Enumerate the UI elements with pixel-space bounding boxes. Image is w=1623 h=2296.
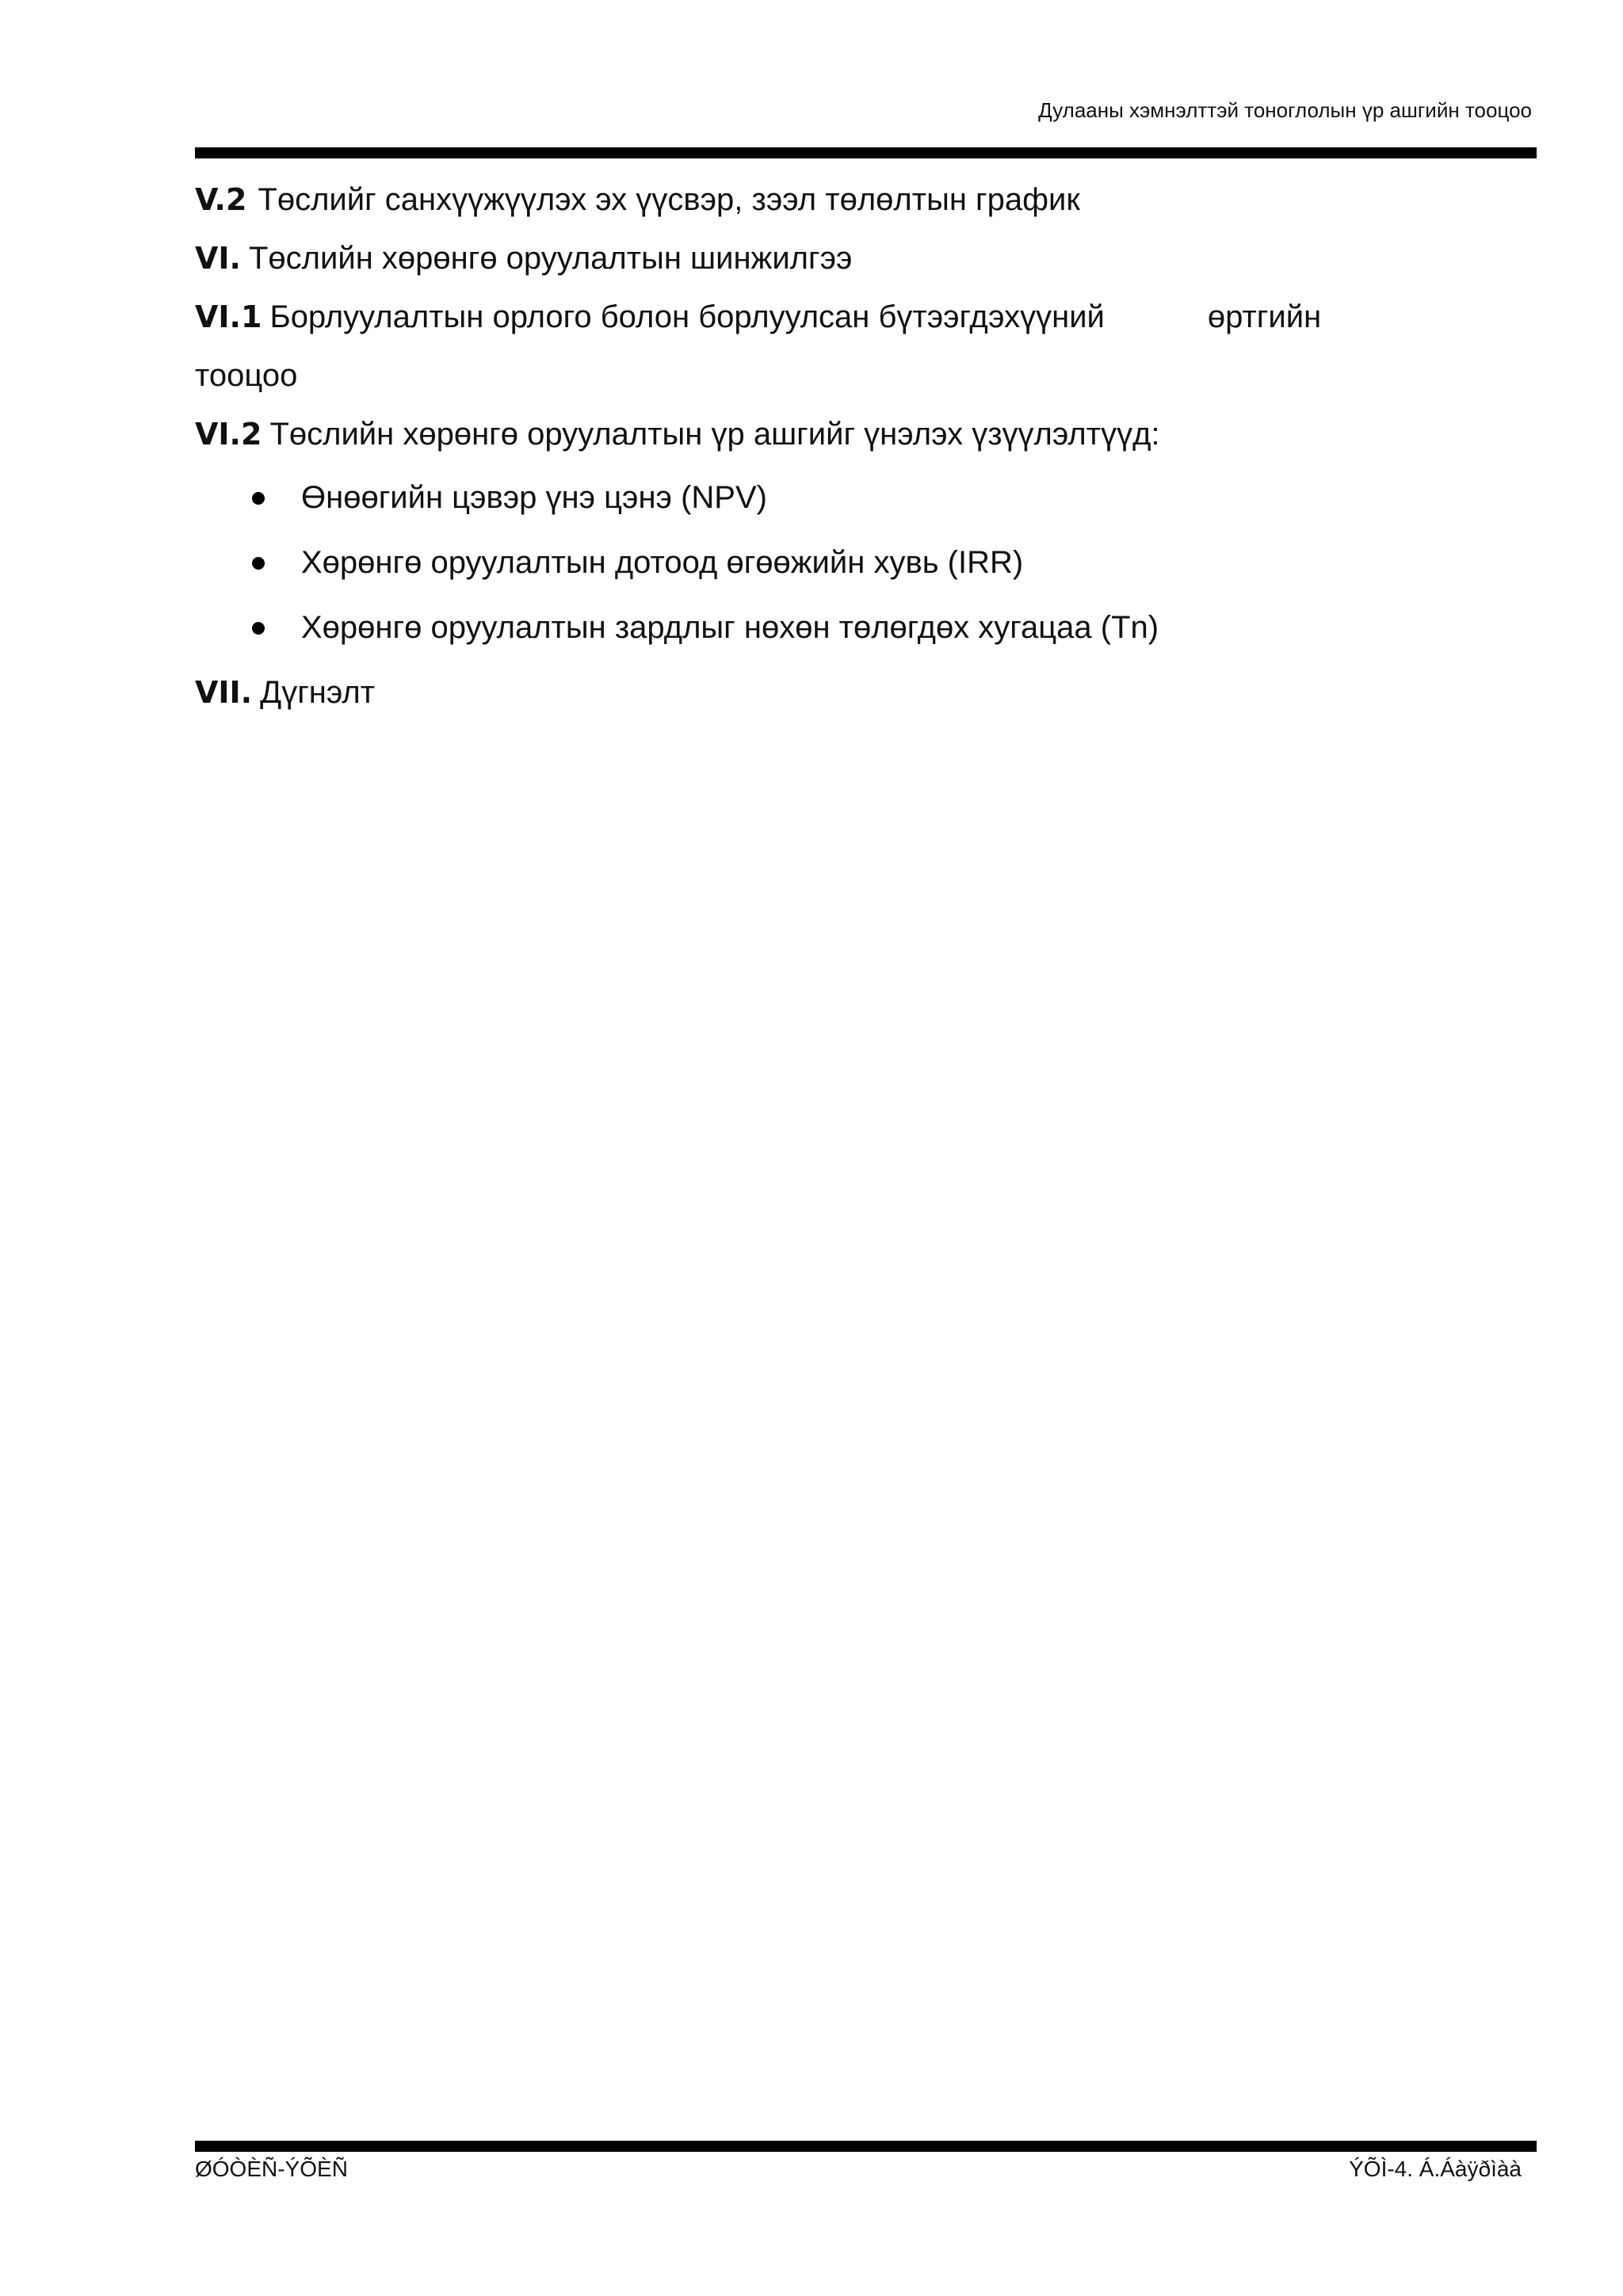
bullet-icon bbox=[252, 622, 265, 635]
section-title: Төслийг санхүүжүүлэх эх үүсвэр, зээл төлөлтын график bbox=[258, 182, 1080, 217]
section-number: VI.2 bbox=[195, 417, 262, 452]
section-number: VI. bbox=[195, 241, 241, 276]
running-header: Дулааны хэмнэлттэй тоноглолын үр ашгийн тооцоо bbox=[1038, 98, 1532, 122]
toc-entry-vi bbox=[195, 229, 1537, 288]
toc-entry-vi1 bbox=[195, 288, 1537, 346]
toc-content bbox=[195, 170, 1537, 722]
section-title-end: өртгийн bbox=[1207, 299, 1322, 334]
section-number: V.2 bbox=[195, 182, 247, 217]
bullet-icon bbox=[252, 557, 265, 570]
toc-entry-vi2 bbox=[195, 405, 1537, 463]
list-item: Хөрөнгө оруулалтын дотоод өгөөжийн хувь (IRR) bbox=[195, 530, 1537, 595]
section-title: Төслийн хөрөнгө оруулалтын үр ашгийг үнэлэх үзүүлэлтүүд: bbox=[269, 417, 1160, 452]
indicator-list bbox=[195, 465, 1537, 660]
section-number: VI.1 bbox=[195, 299, 262, 334]
section-title: Төслийн хөрөнгө оруулалтын шинжилгээ bbox=[248, 241, 853, 276]
list-item: Хөрөнгө оруулалтын зардлыг нөхөн төлөгдөх хугацаа (Tn) bbox=[195, 595, 1537, 660]
footer-rule bbox=[195, 2141, 1537, 2152]
footer-right-text: ÝÕÌ-4. Á.Áàÿðìàà bbox=[1349, 2157, 1522, 2181]
section-title: Дүгнэлт bbox=[260, 675, 376, 710]
footer-left-text: ØÓÒÈÑ-ÝÕÈÑ bbox=[195, 2157, 348, 2181]
toc-entry-vi1-continuation: тооцоо bbox=[195, 358, 298, 393]
header-rule bbox=[195, 147, 1537, 158]
toc-entry-vii bbox=[195, 663, 1537, 722]
list-item: Өнөөгийн цэвэр үнэ цэнэ (NPV) bbox=[195, 465, 1537, 530]
toc-entry-v2 bbox=[195, 170, 1537, 229]
section-number: VII. bbox=[195, 675, 253, 710]
bullet-icon bbox=[252, 492, 265, 505]
section-title: Борлуулалтын орлого болон борлуулсан бүтээгдэхүүний bbox=[269, 299, 1105, 334]
